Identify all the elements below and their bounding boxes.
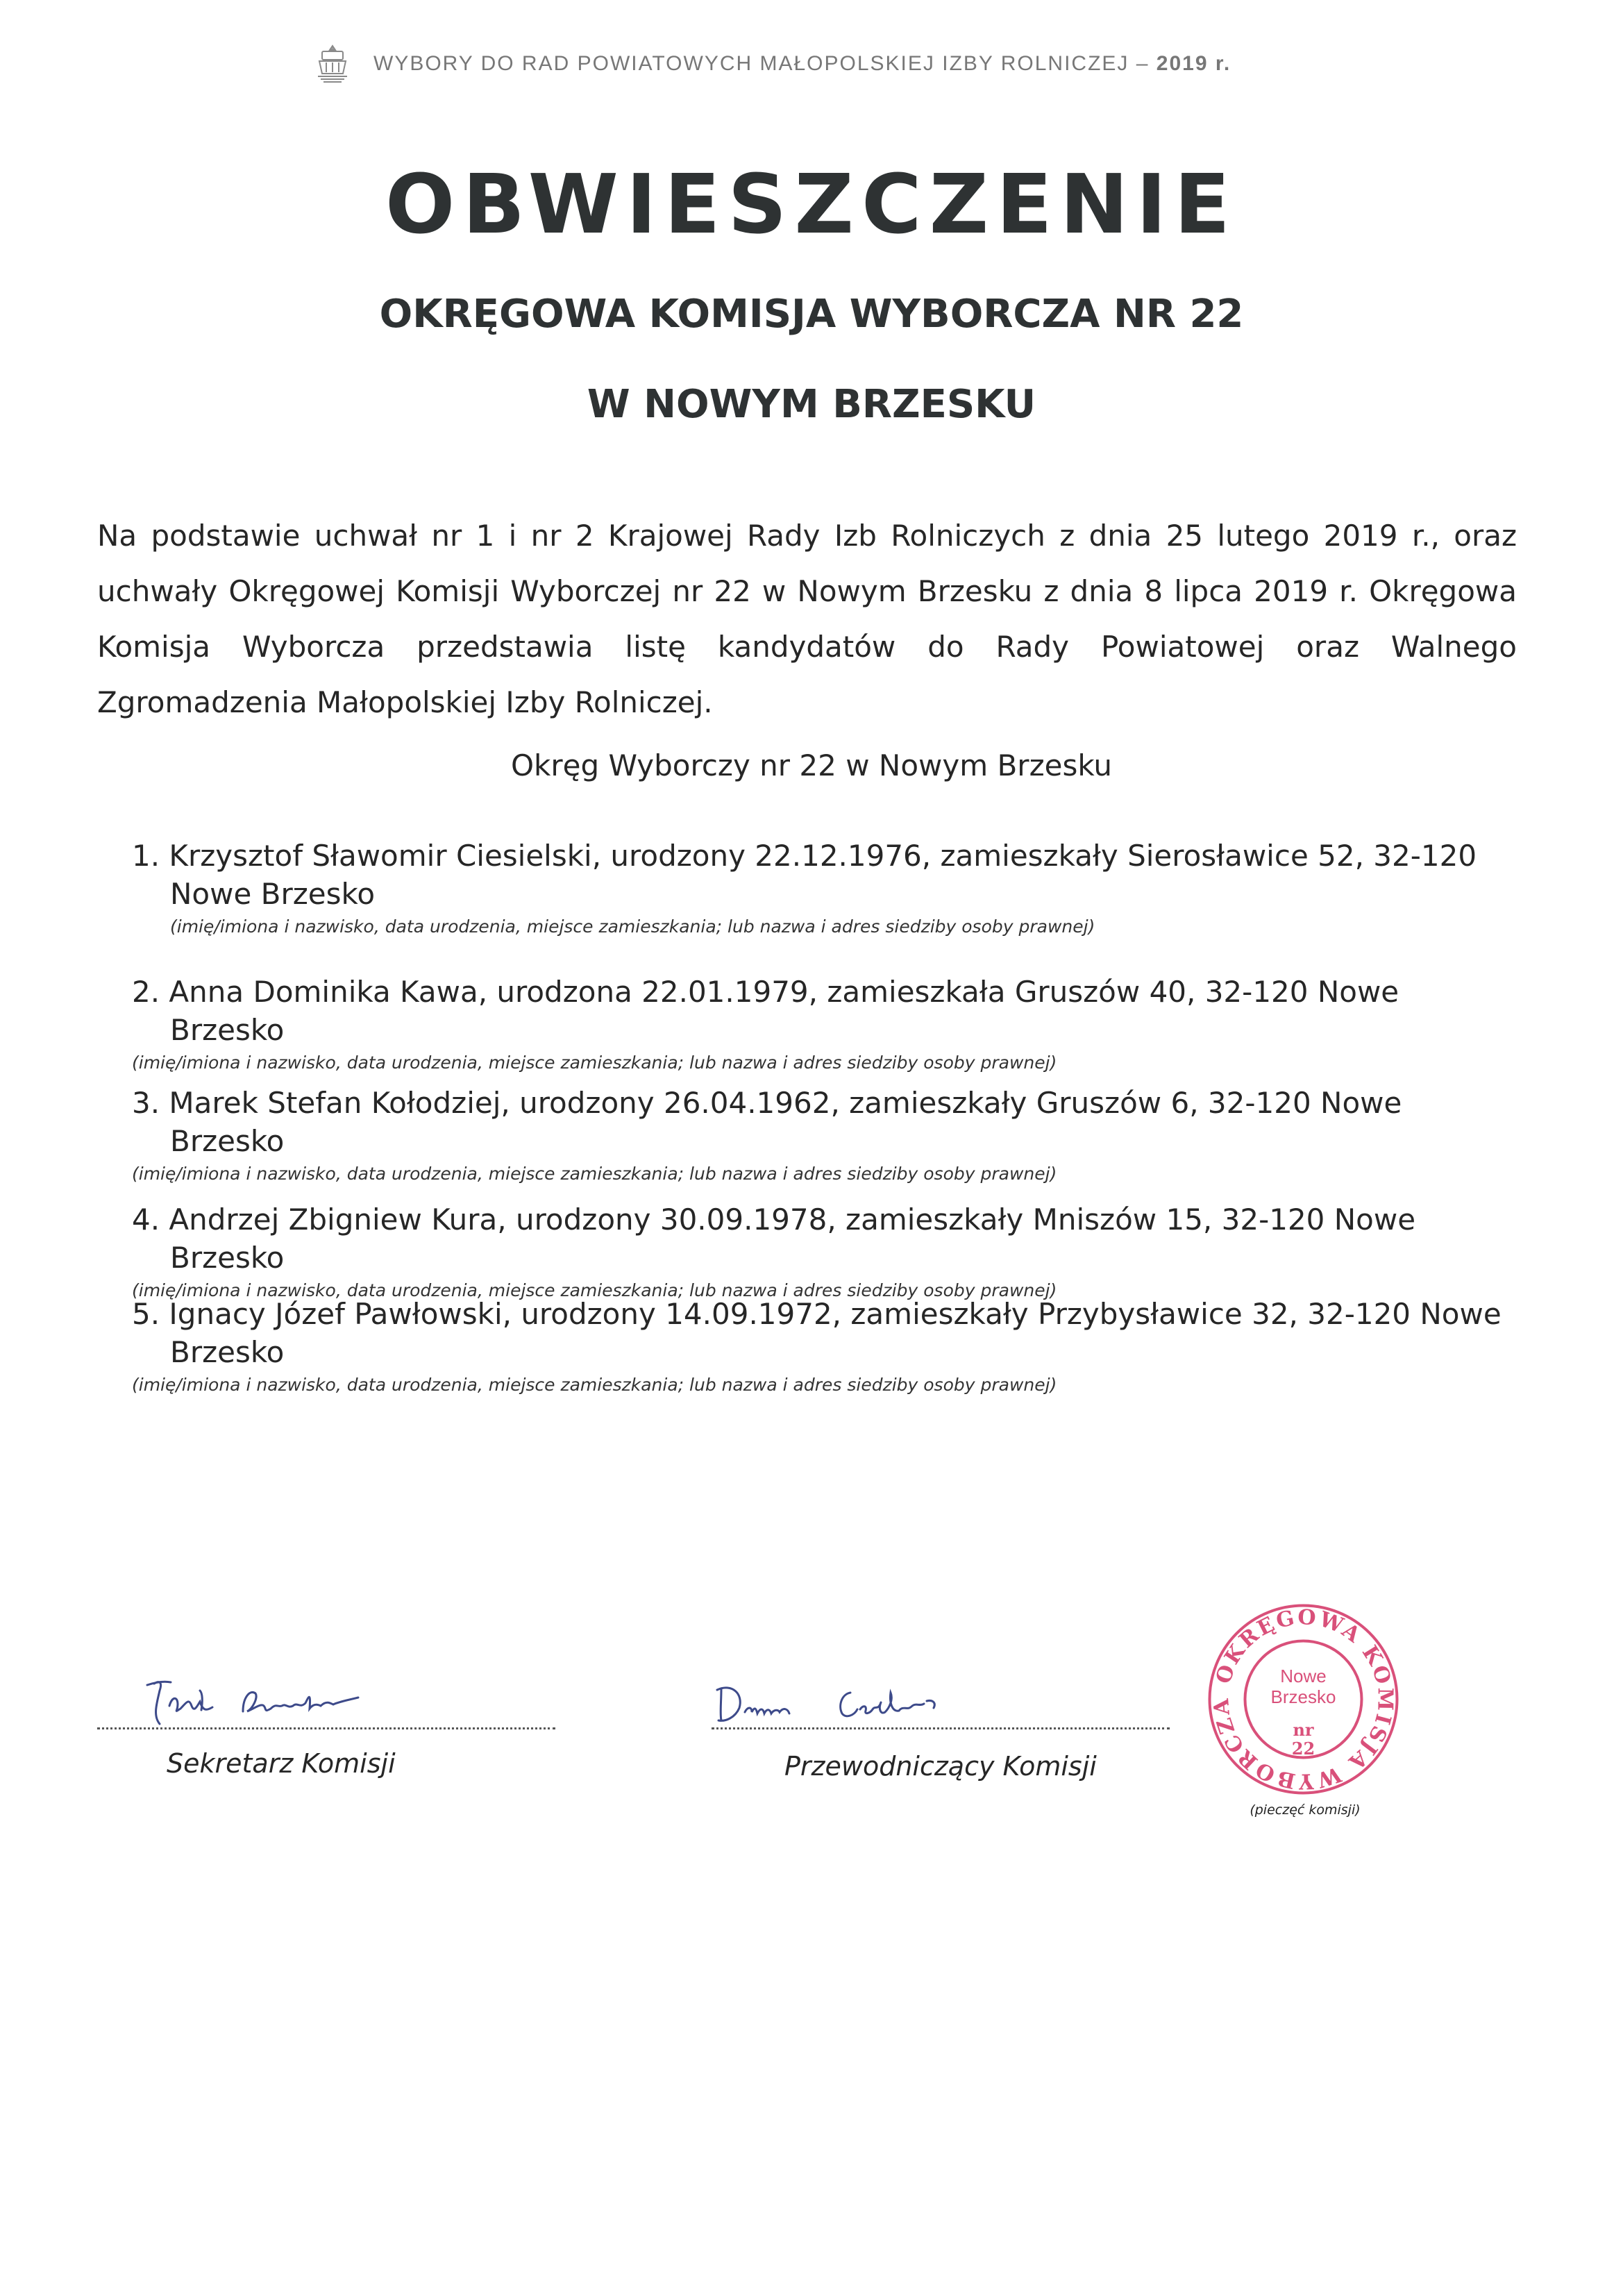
candidate-details: 3. Marek Stefan Kołodziej, urodzony 26.04.1962, zamieszkały Gruszów 6, 32-120 Nowe Brzesko bbox=[132, 1086, 1402, 1158]
commission-stamp bbox=[1204, 1600, 1402, 1798]
document-header bbox=[312, 43, 1231, 85]
candidate-details: 5. Ignacy Józef Pawłowski, urodzony 14.09.1972, zamieszkały Przybysławice 32, 32-120 Nowe Brzesko bbox=[132, 1297, 1502, 1369]
candidate-field-hint: (imię/imiona i nazwisko, data urodzenia, miejsce zamieszkania; lub nazwa i adres siedziby osoby prawnej) bbox=[132, 1053, 1057, 1073]
stamp-center-line-1: Nowe bbox=[1280, 1666, 1327, 1686]
header-text bbox=[373, 52, 1231, 76]
dotted-signature-line bbox=[712, 1727, 1170, 1729]
dotted-signature-line bbox=[97, 1727, 555, 1729]
secretary-signature bbox=[139, 1670, 417, 1732]
candidate-item bbox=[132, 837, 1520, 938]
chair-label: Przewodniczący Komisji bbox=[784, 1751, 1097, 1782]
candidate-field-hint: (imię/imiona i nazwisko, data urodzenia, miejsce zamieszkania; lub nazwa i adres siedziby osoby prawnej) bbox=[132, 1280, 1057, 1300]
document-title: OBWIESZCZENIE bbox=[385, 156, 1238, 252]
candidate-item bbox=[132, 973, 1520, 1074]
header-year: 2019 r. bbox=[1156, 52, 1231, 75]
candidate-item bbox=[132, 1200, 1520, 1302]
commission-location: W NOWYM BRZESKU bbox=[587, 382, 1036, 427]
candidate-field-hint: (imię/imiona i nazwisko, data urodzenia, miejsce zamieszkania; lub nazwa i adres siedziby osoby prawnej) bbox=[170, 916, 1095, 937]
commission-name: OKRĘGOWA KOMISJA WYBORCZA NR 22 bbox=[379, 292, 1244, 337]
candidate-details: 4. Andrzej Zbigniew Kura, urodzony 30.09.1978, zamieszkały Mniszów 15, 32-120 Nowe Brzesko bbox=[132, 1203, 1416, 1275]
secretary-label: Sekretarz Komisji bbox=[167, 1748, 396, 1779]
chair-signature-line bbox=[712, 1727, 1170, 1729]
stamp-caption: (pieczęć komisji) bbox=[1250, 1802, 1361, 1818]
chair-signature bbox=[712, 1675, 1003, 1730]
stamp-number-line-2: 22 bbox=[1291, 1738, 1315, 1759]
candidate-details: 1. Krzysztof Sławomir Ciesielski, urodzony 22.12.1976, zamieszkały Sierosławice 52, 32-120 Nowe Brzesko bbox=[132, 839, 1477, 911]
stamp-center-line-2: Brzesko bbox=[1270, 1686, 1336, 1707]
secretary-signature-line bbox=[97, 1727, 555, 1729]
header-title: WYBORY DO RAD POWIATOWYCH MAŁOPOLSKIEJ IZBY ROLNICZEJ – bbox=[373, 52, 1150, 75]
district-heading: Okręg Wyborczy nr 22 w Nowym Brzesku bbox=[510, 748, 1112, 782]
stamp-number-line-1: nr bbox=[1293, 1720, 1314, 1740]
candidate-field-hint: (imię/imiona i nazwisko, data urodzenia, miejsce zamieszkania; lub nazwa i adres siedziby osoby prawnej) bbox=[132, 1164, 1057, 1184]
candidate-details: 2. Anna Dominika Kawa, urodzona 22.01.1979, zamieszkała Gruszów 40, 32-120 Nowe Brzesko bbox=[132, 975, 1399, 1047]
candidate-field-hint: (imię/imiona i nazwisko, data urodzenia, miejsce zamieszkania; lub nazwa i adres siedziby osoby prawnej) bbox=[132, 1375, 1057, 1395]
candidate-item bbox=[132, 1295, 1520, 1396]
stamp-ring-text: OKRĘGOWA KOMISJA WYBORCZA bbox=[1209, 1604, 1397, 1793]
chamber-logo-icon bbox=[312, 43, 353, 85]
candidate-item bbox=[132, 1084, 1520, 1185]
intro-paragraph: Na podstawie uchwał nr 1 i nr 2 Krajowej Rady Izb Rolniczych z dnia 25 lutego 2019 r., oraz uchwały Okręgowej Komisji Wyborczej nr 22 w Nowym Brzesku z dnia 8 lipca 2019 r. Okręgowa Komisja Wyborcza przedstawia listę kandydatów do Rady Powiatowej oraz Walnego Zgromadzenia Małopolskiej Izby Rolniczej. bbox=[97, 519, 1517, 719]
